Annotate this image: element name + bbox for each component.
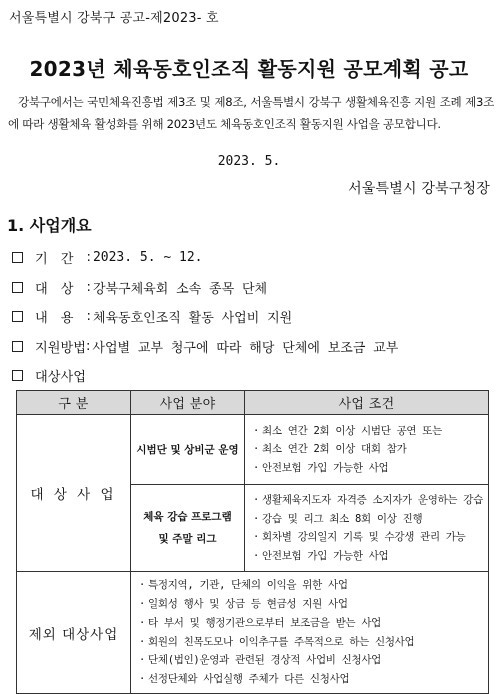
- condition-text: 회차별 강의일지 기록 및 수강생 관리 가능: [262, 531, 466, 543]
- excluded-category-cell: 제외 대상사업: [17, 572, 131, 694]
- list-item: [12, 273, 398, 303]
- list-item: · 특정지역, 기관, 단체의 이익을 위한 사업: [139, 579, 348, 592]
- list-item: [12, 302, 398, 332]
- item-label: 대상: [35, 281, 87, 297]
- excluded-list: [131, 572, 488, 693]
- list-item: · 안전보험 가입 가능한 사업: [253, 461, 389, 474]
- list-item: · 일회성 행사 및 상금 등 현금성 지원 사업: [139, 597, 348, 610]
- list-item: · 생활체육지도자 자격증 소지자가 운영하는 강습: [253, 494, 483, 506]
- field-label: 체육 강습 프로그램: [143, 511, 232, 523]
- conditions-cell: [245, 415, 489, 485]
- list-item: · 최소 연간 2회 이상 시범단 공연 또는: [253, 424, 442, 437]
- item-label: 지원방법: [35, 340, 86, 356]
- list-item: · 안전보험 가입 가능한 사업: [253, 549, 389, 562]
- item-value: 강북구체육회 소속 종목 단체: [92, 281, 268, 297]
- field-cell: [131, 415, 245, 485]
- excluded-text: 특정지역, 기관, 단체의 이익을 위한 사업: [148, 579, 348, 592]
- list-item: · 회원의 친목도모나 이익추구를 주목적으로 하는 신청사업: [139, 635, 415, 648]
- excluded-text: 단체(법인)운영과 관련된 경상적 사업비 신청사업: [148, 654, 382, 667]
- list-item: · 타 부서 및 행정기관으로부터 보조금을 받는 사업: [139, 616, 382, 629]
- item-label: 대상사업: [35, 370, 86, 386]
- item-value: 2023. 5. ~ 12.: [92, 250, 203, 266]
- condition-text: 생활체육지도자 자격증 소지자가 운영하는 강습: [262, 494, 483, 506]
- list-item: · 선정단체와 사업실행 주체가 다른 신청사업: [139, 673, 350, 686]
- checkbox-icon: [12, 311, 23, 322]
- checkbox-icon: [12, 341, 23, 352]
- conditions-cell: [245, 485, 489, 572]
- checkbox-icon: [12, 370, 23, 381]
- excluded-text: 타 부서 및 행정기관으로부터 보조금을 받는 사업: [148, 616, 382, 629]
- table-row: [17, 572, 489, 694]
- list-item: · 강습 및 리그 최소 8회 이상 진행: [253, 512, 423, 525]
- colon-separator: :: [86, 250, 91, 266]
- item-label: 기간: [35, 252, 87, 268]
- overview-list: [12, 243, 398, 391]
- field-label: 시범단 및 상비군 운영: [136, 443, 239, 456]
- condition-text: 안전보험 가입 가능한 사업: [262, 461, 389, 474]
- target-category-cell: 대 상 사 업: [17, 415, 131, 572]
- colon-separator: :: [86, 309, 91, 325]
- list-item: · 최소 연간 2회 이상 대회 참가: [253, 443, 407, 456]
- program-table: [16, 390, 489, 694]
- conditions-list: [245, 487, 488, 569]
- page-title: 2023년 체육동호인조직 활동지원 공모계획 공고: [29, 57, 469, 81]
- conditions-list: [245, 418, 488, 482]
- item-label: 내용: [35, 311, 87, 327]
- excluded-text: 선정단체와 사업실행 주체가 다른 신청사업: [148, 673, 350, 686]
- condition-text: 최소 연간 2회 이상 시범단 공연 또는: [262, 424, 442, 437]
- list-item: [12, 361, 398, 391]
- header-conditions: 사업 조건: [245, 391, 489, 415]
- checkbox-icon: [12, 252, 23, 263]
- item-value: 사업별 교부 청구에 따라 해당 단체에 보조금 교부: [92, 340, 399, 356]
- condition-text: 안전보험 가입 가능한 사업: [262, 549, 389, 562]
- announcement-date: 2023. 5.: [217, 154, 281, 169]
- header-field: 사업 분야: [131, 391, 245, 415]
- issuer-name: 서울특별시 강북구청장: [348, 181, 490, 197]
- section-title: 1. 사업개요: [7, 216, 92, 235]
- checkbox-icon: [12, 282, 23, 293]
- colon-separator: :: [85, 338, 91, 354]
- condition-text: 최소 연간 2회 이상 대회 참가: [262, 443, 407, 456]
- condition-text: 강습 및 리그 최소 8회 이상 진행: [262, 512, 423, 525]
- list-item: [12, 332, 398, 362]
- list-item: · 단체(법인)운영과 관련된 경상적 사업비 신청사업: [139, 654, 382, 667]
- excluded-text: 회원의 친목도모나 이익추구를 주목적으로 하는 신청사업: [148, 635, 415, 648]
- excluded-text: 일회성 행사 및 상금 등 현금성 지원 사업: [148, 597, 348, 610]
- intro-paragraph: 강북구에서는 국민체육진흥법 제3조 및 제8조, 서울특별시 강북구 생활체육진흥 지원 조례 제3조에 따라 생활체육 활성화를 위해 2023년도 체육동호인조직 활동지원 사업을 공모합니다.: [8, 95, 494, 131]
- list-item: [12, 243, 398, 273]
- field-label: 및 주말 리그: [158, 533, 217, 545]
- excluded-cell: [131, 572, 489, 694]
- table-row: [17, 415, 489, 485]
- colon-separator: :: [86, 279, 91, 295]
- table-header-row: [17, 391, 489, 415]
- list-item: · 회차별 강의일지 기록 및 수강생 관리 가능: [253, 531, 466, 543]
- item-value: 체육동호인조직 활동 사업비 지원: [92, 311, 293, 327]
- field-cell: [131, 485, 245, 572]
- notice-number: 서울특별시 강북구 공고-제2023- 호: [9, 11, 219, 26]
- header-category: 구 분: [17, 391, 131, 415]
